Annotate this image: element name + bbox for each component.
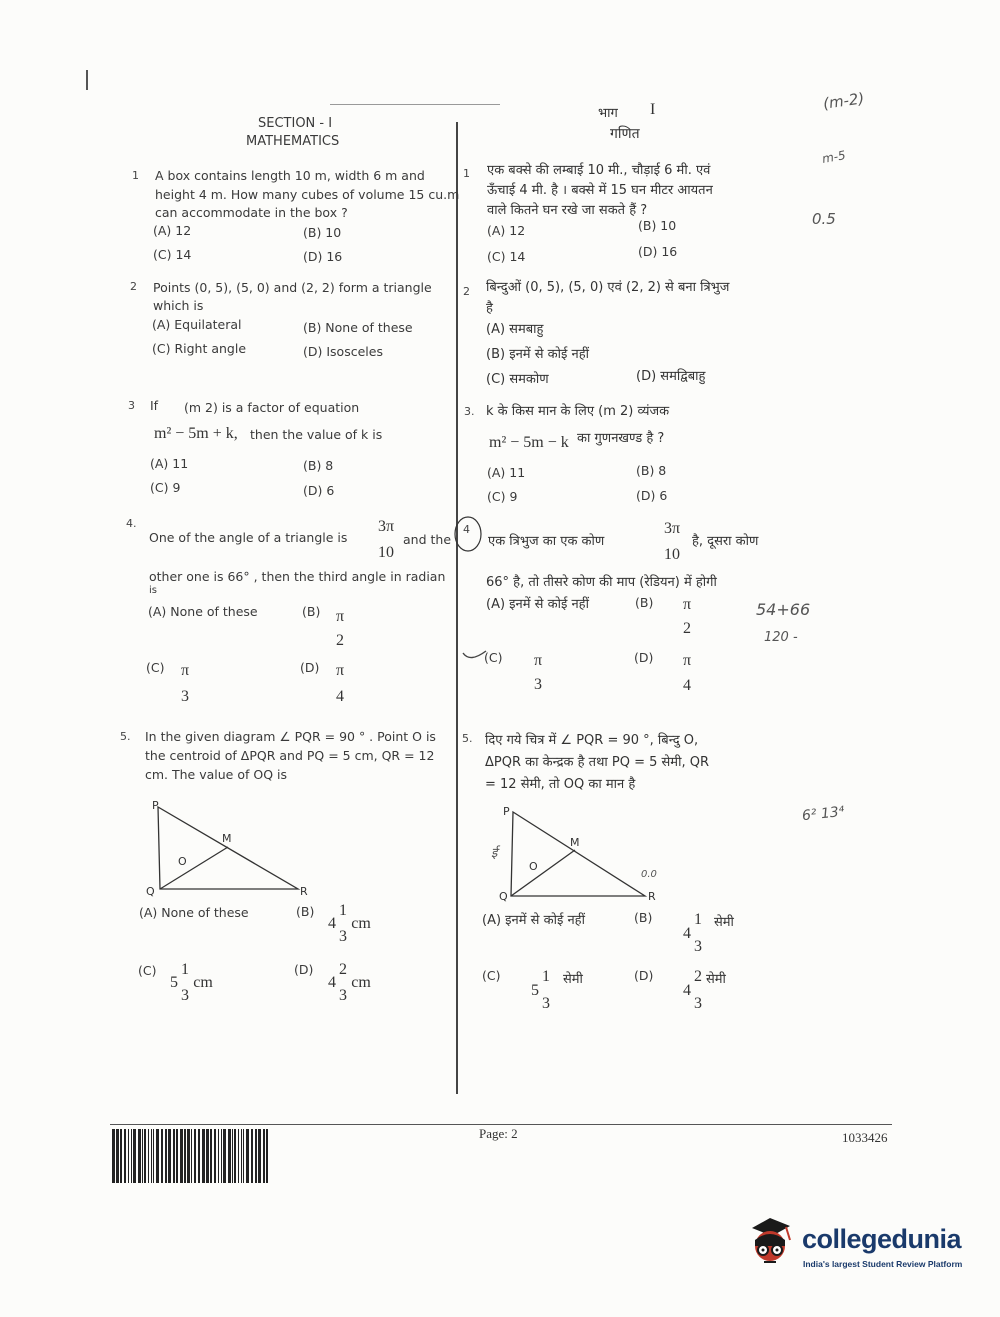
q5-number: 5.	[120, 730, 131, 743]
barcode-bar	[238, 1129, 239, 1183]
q5-text-line1: In the given diagram ∠ PQR = 90 ° . Point O is	[145, 729, 436, 744]
barcode-bar	[187, 1129, 190, 1183]
hi-q3-text-line1: k के किस मान के लिए (m 2) व्यंजक	[486, 404, 670, 419]
q3-option-a: (A) 11	[150, 456, 189, 471]
top-rule	[330, 104, 500, 105]
q4-text-line1: One of the angle of a triangle is	[149, 530, 348, 545]
hi-q1-option-b: (B) 10	[638, 218, 677, 233]
hi-q4-c-denominator: 3	[534, 676, 542, 693]
document-code: 1033426	[842, 1130, 888, 1145]
hi-q3-option-a: (A) 11	[487, 465, 526, 480]
hi-q3-number: 3.	[464, 405, 475, 418]
barcode-bar	[131, 1129, 132, 1183]
q2-option-d: (D) Isosceles	[303, 344, 383, 359]
barcode-bar	[228, 1129, 231, 1183]
q4-option-c: (C)	[146, 660, 165, 675]
q5-text-line2: the centroid of ΔPQR and PQ = 5 cm, QR = 12	[145, 748, 435, 763]
page-number: Page: 2	[479, 1126, 518, 1141]
hi-q5-text-line1: दिए गये चित्र में ∠ PQR = 90 °, बिन्दु O,	[485, 733, 699, 748]
hi-q4-d-numerator: π	[682, 652, 692, 669]
q4-text-line3: is	[149, 585, 157, 596]
q5-d-whole: 4	[328, 974, 336, 991]
handwritten-note-sum: 54+66	[756, 600, 811, 619]
handwritten-note-diagram-r: 0.0	[641, 869, 657, 880]
barcode-bar	[120, 1129, 122, 1183]
q5-option-a: (A) None of these	[139, 905, 249, 920]
q5-option-b: (B)	[296, 904, 315, 919]
handwritten-note-pythagoras: 6² 13⁴	[801, 803, 846, 825]
barcode-bar	[214, 1129, 216, 1183]
hi-q4-number: 4	[463, 523, 470, 536]
triangle-diagram-hi	[495, 800, 675, 910]
q4-c-numerator: π	[180, 662, 190, 679]
q2-text-line2: which is	[153, 298, 204, 313]
label-o: O	[178, 855, 187, 868]
q1-option-a: (A) 12	[153, 223, 192, 238]
hi-q4-text-line2: 66° है, तो तीसरे कोण की माप (रेडियन) में होगी	[486, 575, 717, 590]
q5-b-numerator: 1	[339, 902, 347, 919]
q1-number: 1	[132, 169, 139, 182]
hi-q4-b-numerator: π	[682, 596, 692, 613]
q5-c-numerator: 1	[181, 961, 189, 978]
q2-text-line1: Points (0, 5), (5, 0) and (2, 2) form a triangle	[153, 280, 432, 295]
barcode-bar	[194, 1129, 196, 1183]
q4-option-d: (D)	[300, 660, 320, 675]
barcode-bar	[184, 1129, 186, 1183]
hi-q3-option-b: (B) 8	[636, 463, 667, 478]
label-q: Q	[146, 885, 155, 898]
hi-q2-number: 2	[463, 285, 470, 298]
handwritten-tick-mark	[460, 645, 490, 667]
q3-option-b: (B) 8	[303, 458, 334, 473]
hi-q5-d-numerator: 2	[694, 968, 702, 985]
q5-d-numerator: 2	[339, 961, 347, 978]
q1-option-b: (B) 10	[303, 225, 342, 240]
hi-q5-text-line3: = 12 सेमी, तो OQ का मान है	[485, 777, 636, 792]
hi-q5-d-unit: सेमी	[706, 972, 726, 987]
hi-q1-number: 1	[463, 167, 470, 180]
q4-d-numerator: π	[335, 662, 345, 679]
median-qm	[160, 847, 228, 889]
barcode-bar	[128, 1129, 129, 1183]
q4-number: 4.	[126, 517, 137, 530]
hi-q5-b-whole: 4	[683, 925, 691, 942]
hi-q4-option-b: (B)	[635, 595, 654, 610]
barcode-bar	[206, 1129, 209, 1183]
barcode	[110, 1127, 272, 1185]
q4-d-denominator: 4	[336, 688, 344, 705]
q3-option-c: (C) 9	[150, 480, 181, 495]
barcode-bar	[221, 1129, 222, 1183]
hi-q4-c-numerator: π	[533, 652, 543, 669]
barcode-bar	[243, 1129, 244, 1183]
q4-angle-denominator: 10	[378, 544, 394, 561]
hi-q5-c-denominator: 3	[542, 995, 550, 1012]
hi-q5-option-c: (C)	[482, 968, 501, 983]
barcode-bar	[234, 1129, 236, 1183]
hi-q3-expression: m² − 5m − k	[489, 434, 569, 451]
barcode-bar	[232, 1129, 233, 1183]
q5-b-unit: cm	[351, 915, 371, 932]
barcode-bar	[116, 1129, 119, 1183]
hi-q3-option-c: (C) 9	[487, 489, 518, 504]
barcode-bar	[173, 1129, 175, 1183]
q4-angle-numerator: 3π	[377, 518, 395, 535]
hi-q1-text-line1: एक बक्से की लम्बाई 10 मी., चौड़ाई 6 मी. एवं	[487, 163, 711, 178]
barcode-bar	[210, 1129, 212, 1183]
hi-q4-angle-numerator: 3π	[663, 520, 681, 537]
barcode-bar	[180, 1129, 183, 1183]
hi-q2-option-b: (B) इनमें से कोई नहीं	[486, 347, 589, 362]
hi-triangle-pqr	[511, 812, 645, 896]
hi-q2-option-c: (C) समकोण	[486, 372, 549, 387]
q3-option-d: (D) 6	[303, 483, 335, 498]
barcode-bar	[138, 1129, 141, 1183]
q3-text-if: If	[150, 398, 159, 413]
q5-option-d: (D)	[294, 962, 314, 977]
barcode-bar	[263, 1129, 265, 1183]
barcode-bar	[148, 1129, 149, 1183]
handwritten-note-half: 0.5	[812, 210, 836, 228]
q1-text-line2: height 4 m. How many cubes of volume 15 cu.m	[155, 187, 460, 202]
barcode-bar	[251, 1129, 253, 1183]
hi-label-m: M	[570, 836, 580, 849]
hi-q4-text-line1: एक त्रिभुज का एक कोण	[488, 534, 605, 549]
barcode-bar	[176, 1129, 178, 1183]
hi-q2-text-line1: बिन्दुओं (0, 5), (5, 0) एवं (2, 2) से बना त्रिभुज	[486, 280, 730, 295]
q3-text-line1: (m 2) is a factor of equation	[184, 400, 360, 415]
hi-q5-d-whole: 4	[683, 982, 691, 999]
hi-q1-text-line2: ऊँचाई 4 मी. है । बक्से में 15 घन मीटर आयतन	[487, 183, 713, 198]
barcode-bar	[153, 1129, 154, 1183]
hi-q4-d-denominator: 4	[683, 677, 691, 694]
barcode-bar	[168, 1129, 171, 1183]
q5-c-denominator: 3	[181, 987, 189, 1004]
q5-c-unit: cm	[193, 974, 213, 991]
hi-q5-b-numerator: 1	[694, 911, 702, 928]
triangle-diagram-en	[140, 795, 320, 900]
section-num-hi: I	[650, 101, 656, 118]
q5-option-c: (C)	[138, 963, 157, 978]
q4-option-b: (B)	[302, 604, 321, 619]
q1-option-c: (C) 14	[153, 247, 192, 262]
collegedunia-mascot-icon	[740, 1210, 800, 1276]
hi-q2-text-line2: है	[486, 301, 493, 316]
q4-b-denominator: 2	[336, 632, 344, 649]
q5-c-whole: 5	[170, 974, 178, 991]
q2-option-a: (A) Equilateral	[152, 317, 242, 332]
q3-text-line2: then the value of k is	[250, 427, 383, 442]
hi-q3-option-d: (D) 6	[636, 488, 668, 503]
hi-q5-text-line2: ΔPQR का केन्द्रक है तथा PQ = 5 सेमी, QR	[485, 755, 709, 770]
hi-q3-text-line2: का गुणनखण्ड है ?	[577, 431, 665, 446]
footer-rule	[110, 1124, 892, 1125]
barcode-bar	[246, 1129, 249, 1183]
barcode-bar	[218, 1129, 219, 1183]
q3-expression: m² − 5m + k,	[154, 425, 238, 442]
section-title-hi: भाग	[598, 106, 618, 121]
hi-q1-option-d: (D) 16	[638, 244, 678, 259]
label-m: M	[222, 832, 232, 845]
barcode-bar	[223, 1129, 226, 1183]
hi-label-o: O	[529, 860, 538, 873]
hi-q5-c-unit: सेमी	[563, 972, 583, 987]
hi-q1-option-c: (C) 14	[487, 249, 526, 264]
barcode-bar	[255, 1129, 257, 1183]
label-r: R	[300, 885, 308, 898]
q2-option-c: (C) Right angle	[152, 341, 247, 356]
barcode-bar	[165, 1129, 167, 1183]
q5-b-whole: 4	[328, 915, 336, 932]
q5-text-line3: cm. The value of OQ is	[145, 767, 287, 782]
barcode-bar	[156, 1129, 159, 1183]
q2-option-b: (B) None of these	[303, 320, 413, 335]
hi-q5-option-b: (B)	[634, 910, 653, 925]
section-title-en: SECTION - I	[258, 116, 333, 131]
hi-q4-option-c: (C)	[484, 650, 503, 665]
q4-text-tail: and the	[403, 532, 452, 547]
hi-q2-option-a: (A) समबाहु	[486, 322, 544, 337]
column-divider	[456, 122, 458, 1094]
hi-q5-d-denominator: 3	[694, 995, 702, 1012]
hi-q1-text-line3: वाले कितने घन रखे जा सकते हैं ?	[487, 203, 648, 218]
hi-q4-b-denominator: 2	[683, 620, 691, 637]
label-p: P	[152, 799, 159, 812]
hi-q2-option-d: (D) समद्विबाहु	[636, 369, 706, 384]
q5-d-denominator: 3	[339, 987, 347, 1004]
handwritten-note-120: 120 -	[764, 630, 798, 645]
barcode-bar	[133, 1129, 136, 1183]
q4-b-numerator: π	[335, 608, 345, 625]
handwritten-note-factor: (m-2)	[821, 89, 866, 113]
hi-q5-b-unit: सेमी	[714, 915, 734, 930]
hi-label-p: P	[503, 805, 510, 818]
brand-tagline: India's largest Student Review Platform	[803, 1259, 963, 1269]
barcode-bar	[144, 1129, 146, 1183]
q1-option-d: (D) 16	[303, 249, 343, 264]
subject-title-hi: गणित	[610, 126, 640, 142]
barcode-bar	[198, 1129, 200, 1183]
hi-q4-text-tail: है, दूसरा कोण	[692, 534, 759, 549]
hi-label-q: Q	[499, 890, 508, 903]
barcode-bar	[266, 1129, 268, 1183]
hi-q5-option-a: (A) इनमें से कोई नहीं	[482, 913, 585, 928]
handwritten-note-diagram-side: ई	[491, 846, 498, 861]
q2-number: 2	[130, 280, 137, 293]
q4-text-line2: other one is 66° , then the third angle in radian	[149, 569, 446, 584]
hi-q1-option-a: (A) 12	[487, 223, 526, 238]
hi-q5-option-d: (D)	[634, 968, 654, 983]
hi-median-qm	[511, 850, 575, 896]
barcode-bar	[124, 1129, 126, 1183]
q4-c-denominator: 3	[181, 688, 189, 705]
hi-q4-angle-denominator: 10	[664, 546, 680, 563]
hi-q5-number: 5.	[462, 732, 473, 745]
margin-mark	[86, 70, 88, 90]
barcode-bar	[142, 1129, 143, 1183]
hi-q5-c-whole: 5	[531, 982, 539, 999]
q5-d-unit: cm	[351, 974, 371, 991]
barcode-bar	[202, 1129, 205, 1183]
barcode-bar	[191, 1129, 192, 1183]
hi-q4-circle-mark	[452, 514, 488, 554]
hi-q5-c-numerator: 1	[542, 968, 550, 985]
q1-text-line3: can accommodate in the box ?	[155, 205, 348, 220]
barcode-bar	[112, 1129, 115, 1183]
hi-q4-option-d: (D)	[634, 650, 654, 665]
q4-option-a: (A) None of these	[148, 604, 258, 619]
barcode-bar	[161, 1129, 163, 1183]
hi-q5-b-denominator: 3	[694, 938, 702, 955]
hi-q4-option-a: (A) इनमें से कोई नहीं	[486, 597, 589, 612]
barcode-bar	[258, 1129, 261, 1183]
brand-name: collegedunia	[802, 1224, 962, 1254]
barcode-bar	[241, 1129, 242, 1183]
hi-label-r: R	[648, 890, 656, 903]
subject-title-en: MATHEMATICS	[246, 134, 340, 149]
barcode-bar	[151, 1129, 152, 1183]
q3-number: 3	[128, 399, 135, 412]
handwritten-note-mminus5: m-5	[820, 148, 847, 166]
q5-b-denominator: 3	[339, 928, 347, 945]
q1-text-line1: A box contains length 10 m, width 6 m and	[155, 168, 425, 183]
